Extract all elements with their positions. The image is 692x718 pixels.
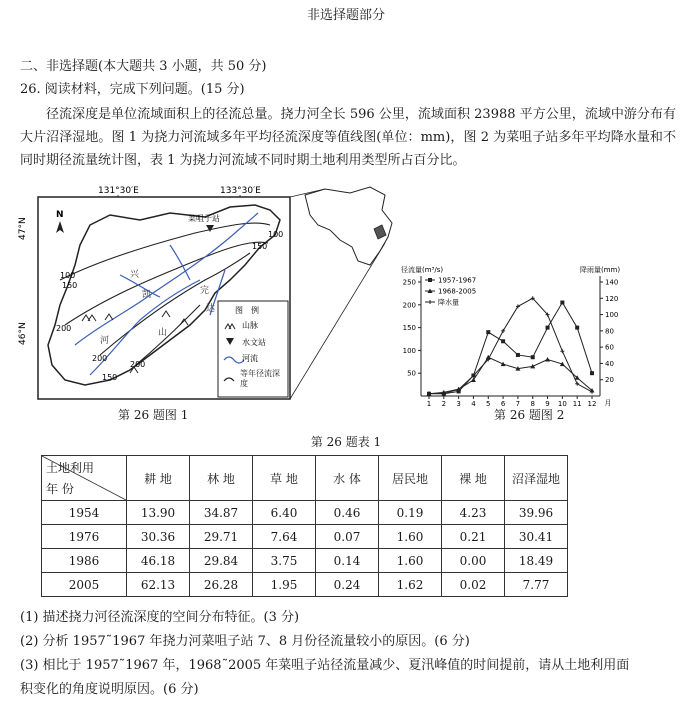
question-2: (2) 分析 1957˜1967 年挠力河菜咀子站 7、8 月份径流量较小的原因。(6 分) — [20, 634, 470, 649]
contour-label: 200 — [56, 324, 72, 333]
y-tick-label-left: 200 — [402, 301, 416, 310]
lat-label-north: 47°N — [18, 217, 28, 240]
question-1: (1) 描述挠力河径流深度的空间分布特征。(3 分) — [20, 610, 300, 625]
table-cell: 1.60 — [379, 525, 442, 549]
y-tick-label-left: 100 — [402, 346, 416, 355]
legend-marker — [428, 300, 432, 304]
year-cell: 1986 — [42, 549, 127, 573]
table-cell: 13.90 — [127, 501, 190, 525]
page-title: 非选择题部分 — [306, 8, 385, 23]
place-char: 完 — [200, 286, 210, 296]
legend-label: 1957-1967 — [438, 276, 477, 285]
land-use-table — [41, 455, 568, 597]
series-point — [546, 326, 550, 330]
series-point — [486, 330, 490, 334]
series-point — [501, 362, 506, 367]
series-point — [590, 390, 594, 394]
figure2-caption: 第 26 题图 2 — [494, 408, 565, 422]
table-cell: 0.07 — [316, 525, 379, 549]
inset-country-outline — [305, 187, 392, 265]
x-tick-label: 1 — [426, 400, 432, 408]
table-caption: 第 26 题表 1 — [310, 435, 382, 449]
x-tick-label: 10 — [557, 400, 567, 408]
y-tick-label-right: 60 — [605, 343, 614, 352]
table-cell: 39.96 — [505, 501, 568, 525]
series-line-3 — [429, 298, 592, 393]
place-char: 凯 — [142, 290, 152, 300]
column-header: 草 地 — [253, 456, 316, 501]
lon-label-east: 133°30′E — [220, 186, 261, 196]
table-cell: 62.13 — [127, 573, 190, 597]
series-point — [530, 364, 535, 369]
contour-label: 200 — [130, 360, 146, 369]
column-header: 居民地 — [379, 456, 442, 501]
table-header-row — [42, 456, 568, 501]
x-tick-label: 6 — [500, 400, 506, 408]
contour-label: 150 — [62, 281, 78, 290]
place-char: 河 — [100, 336, 110, 346]
table-cell: 30.36 — [127, 525, 190, 549]
section-heading: 二、非选择题(本大题共 3 小题，共 50 分) — [20, 59, 267, 74]
y-tick-label-right: 80 — [605, 327, 614, 336]
table-cell: 1.60 — [379, 549, 442, 573]
legend-label: 1968-2005 — [438, 287, 477, 296]
table-cell: 0.24 — [316, 573, 379, 597]
contour-label: 150 — [252, 242, 268, 251]
lon-label-west: 131°30′E — [98, 186, 139, 196]
place-char: 达 — [206, 304, 216, 314]
series-line-1 — [429, 303, 592, 394]
table-cell: 0.46 — [316, 501, 379, 525]
table-cell: 18.49 — [505, 549, 568, 573]
table-cell: 46.18 — [127, 549, 190, 573]
contour-label: 100 — [60, 271, 76, 280]
table-row — [42, 573, 568, 597]
y-tick-label-left: 150 — [402, 324, 416, 333]
y-tick-label-right: 100 — [605, 311, 619, 320]
legend-item: 河流 — [242, 354, 258, 363]
series-point — [545, 357, 550, 362]
table-cell: 0.21 — [442, 525, 505, 549]
table-cell: 6.40 — [253, 501, 316, 525]
table-cell: 0.02 — [442, 573, 505, 597]
table-cell: 1.95 — [253, 573, 316, 597]
series-point — [516, 353, 520, 357]
x-tick-label: 5 — [486, 400, 491, 408]
x-tick-label: 7 — [515, 400, 521, 408]
x-tick-label: 4 — [471, 400, 476, 408]
table-cell: 3.75 — [253, 549, 316, 573]
series-point — [575, 326, 579, 330]
x-tick-label: 12 — [587, 400, 597, 408]
table-cell: 4.23 — [442, 501, 505, 525]
table-cell: 26.28 — [190, 573, 253, 597]
lat-label-south: 46°N — [18, 322, 28, 345]
column-header: 耕 地 — [127, 456, 190, 501]
figure1-caption: 第 26 题图 1 — [118, 408, 189, 422]
x-tick-label: 11 — [572, 400, 582, 408]
series-point — [560, 349, 564, 353]
header-top-label: 土地利用 — [46, 461, 95, 475]
series-point — [501, 339, 505, 343]
legend-item-wrap — [240, 369, 286, 397]
column-header: 裸 地 — [442, 456, 505, 501]
table-cell: 30.41 — [505, 525, 568, 549]
table-cell: 0.00 — [442, 549, 505, 573]
table-row — [42, 525, 568, 549]
table-row — [42, 549, 568, 573]
contour-label: 150 — [102, 373, 118, 382]
y-tick-label-right: 120 — [605, 294, 619, 303]
x-tick-label: 3 — [456, 400, 461, 408]
y-tick-label-left: 250 — [402, 278, 416, 287]
y-tick-label-right: 20 — [605, 376, 614, 385]
series-point — [590, 371, 594, 375]
year-cell: 1954 — [42, 501, 127, 525]
table-row — [42, 501, 568, 525]
question-heading: 26. 阅读材料，完成下列问题。(15 分) — [20, 82, 245, 97]
y-tick-label-left: 50 — [407, 369, 416, 378]
figure2-chart — [395, 258, 630, 408]
legend-item: 等年径流深度 — [240, 369, 280, 388]
column-header: 林 地 — [190, 456, 253, 501]
station-label: 菜咀子站 — [188, 214, 220, 223]
year-cell: 1976 — [42, 525, 127, 549]
legend-marker — [428, 278, 432, 282]
legend-item: 山脉 — [242, 321, 258, 330]
series-point — [560, 301, 564, 305]
table-cell: 0.14 — [316, 549, 379, 573]
column-header: 水 体 — [316, 456, 379, 501]
header-bottom-label: 年 份 — [46, 482, 74, 496]
column-header: 沼泽湿地 — [505, 456, 568, 501]
x-tick-label: 2 — [441, 400, 447, 408]
legend-title: 图 例 — [235, 306, 259, 315]
question-3-continued: 积变化的角度说明原因。(6 分) — [20, 682, 199, 697]
table-cell: 29.84 — [190, 549, 253, 573]
table-cell: 34.87 — [190, 501, 253, 525]
inset-basin-highlight — [374, 225, 386, 239]
table-cell: 1.62 — [379, 573, 442, 597]
map-legend — [218, 301, 288, 397]
table-cell: 7.64 — [253, 525, 316, 549]
x-tick-label: 9 — [545, 400, 550, 408]
x-tick-label: 8 — [530, 400, 535, 408]
table-cell: 29.71 — [190, 525, 253, 549]
contour-label: 200 — [92, 354, 108, 363]
legend-item: 水文站 — [242, 338, 266, 347]
place-char: 山 — [158, 328, 168, 338]
table-cell: 0.19 — [379, 501, 442, 525]
table-cell: 7.77 — [505, 573, 568, 597]
figure1-map — [18, 185, 400, 405]
intro-paragraph: 径流深度是单位流域面积上的径流总量。挠力河全长 596 公里，流域面积 23988 平方公里，流域中游分布有大片沼泽湿地。图 1 为挠力河流域多年平均径流深度等值线图(单位：mm)，图 2 为菜咀子站多年平均降水量和不同时期径流量统计图，表 1 为挠力河流域不同时期土地利用类型所占百分比。 — [20, 107, 676, 168]
y-tick-label-right: 140 — [605, 278, 619, 287]
question-3: (3) 相比于 1957˜1967 年，1968˜2005 年菜咀子站径流量减少、夏汛峰值的时间提前，请从土地利用面 — [20, 658, 630, 673]
y-axis-title-left: 径流量(m³/s) — [401, 266, 444, 274]
series-point — [531, 355, 535, 359]
diagonal-header-cell — [42, 456, 127, 501]
place-char: 兴 — [130, 270, 140, 280]
x-axis-unit: 月 — [604, 399, 612, 407]
y-tick-label-right: 40 — [605, 359, 614, 368]
year-cell: 2005 — [42, 573, 127, 597]
north-label: N — [56, 210, 64, 220]
legend-label: 降水量 — [438, 298, 459, 307]
series-point — [575, 382, 579, 386]
contour-label: 100 — [268, 230, 284, 239]
y-axis-title-right: 降雨量(mm) — [580, 266, 621, 274]
